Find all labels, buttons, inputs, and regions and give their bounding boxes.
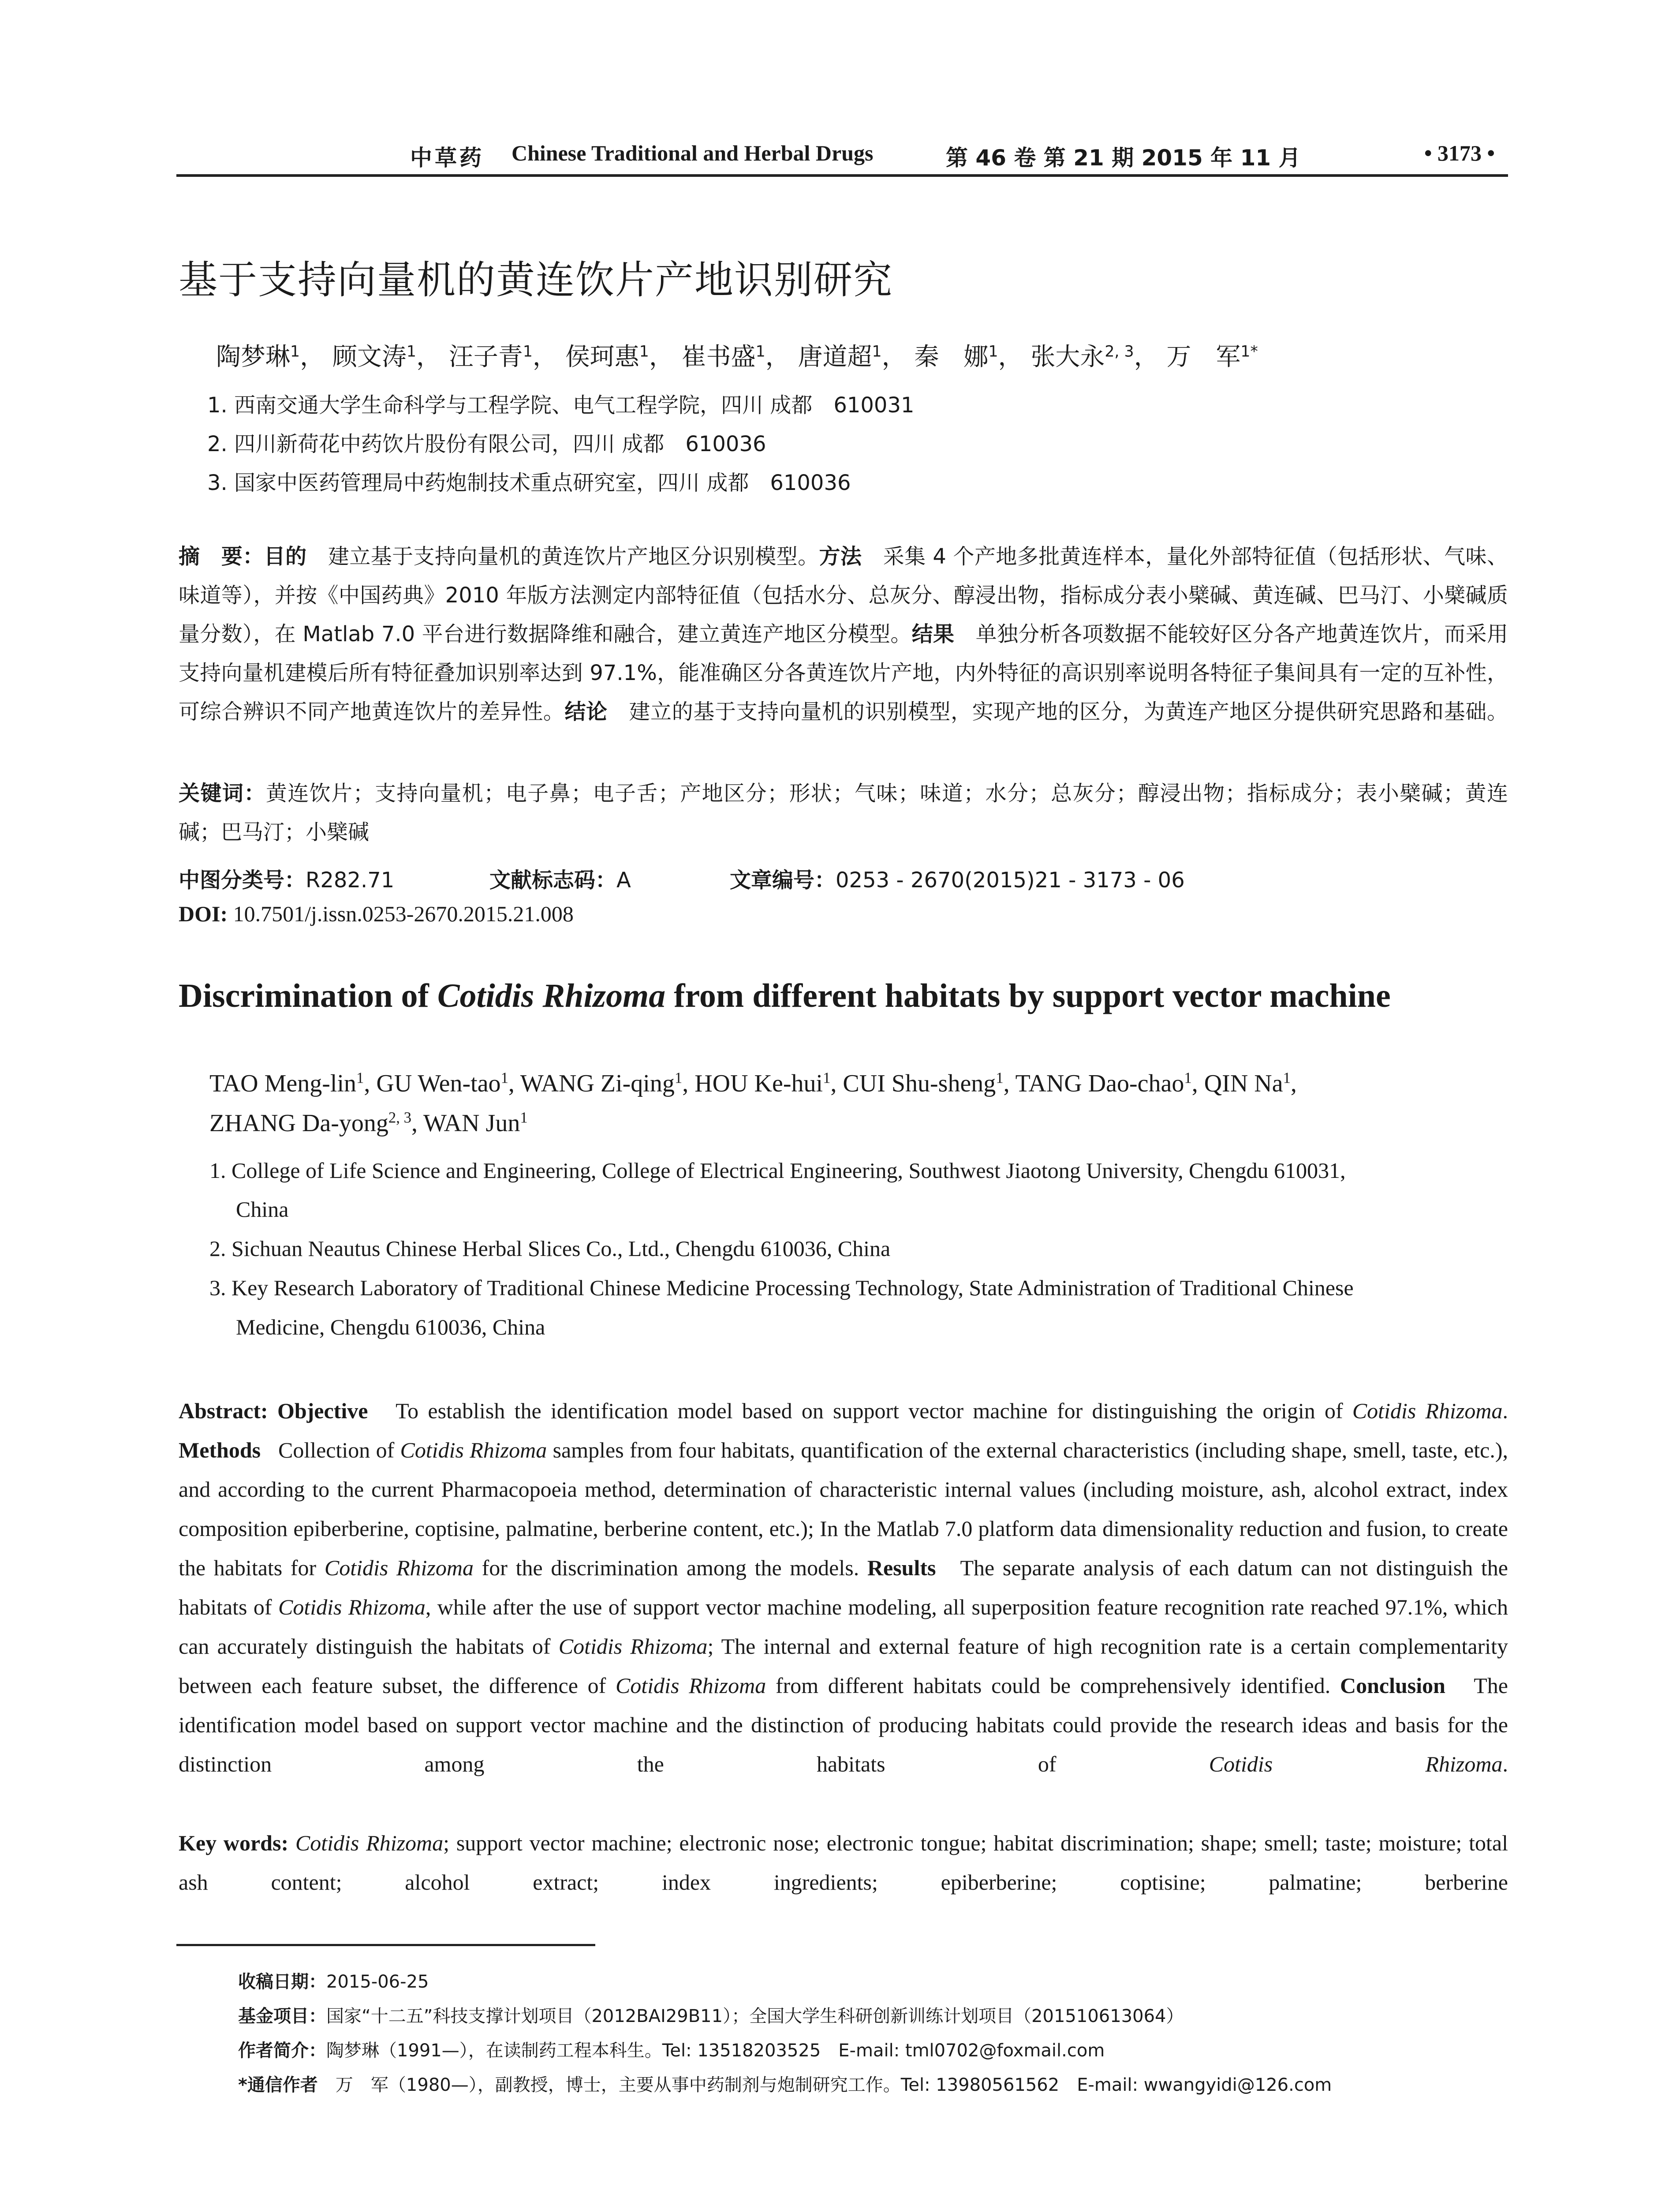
art-value: 0253 - 2670(2015)21 - 3173 - 06: [836, 868, 1185, 893]
author-bio-value: 陶梦琳（1991—），在读制药工程本科生。Tel: 13518203525 E-mail: tml0702@foxmail.com: [326, 2041, 1105, 2061]
authors-en-line2: [209, 1109, 528, 1137]
corr-label: *通信作者: [238, 2075, 318, 2095]
conclusion-text-cn: 建立的基于支持向量机的识别模型，实现产地的区分，为黄连产地区分提供研究思路和基础。: [607, 699, 1508, 724]
abstract-en-text: The separate analysis of each datum can not distinguish the habitats of: [179, 1555, 1508, 1619]
keywords-text-cn: 黄连饮片；支持向量机；电子鼻；电子舌；产地区分；形状；气味；味道；水分；总灰分；醇浸出物；指标成分；表小檗碱；黄连碱；巴马汀；小檗碱: [179, 781, 1508, 845]
affiliation-en-cont: China: [236, 1197, 289, 1222]
clc-value: R282.71: [306, 868, 395, 893]
abstract-en-text: Collection of: [278, 1438, 400, 1462]
keywords-cn: [179, 774, 1508, 852]
authors-cn: 陶梦琳$^1$， 顾文涛$^1$， 汪子青$^1$， 侯珂惠$^1$， 崔书盛$^1$， 唐道超$^1$， 秦 娜$^1$， 张大永$^{2, 3}$， 万 军$^{1*}$: [216, 343, 1258, 371]
species-name: Cotidis Rhizoma: [1209, 1752, 1503, 1776]
footnote-fund: [238, 2002, 1183, 2027]
keywords-label-cn: 关键词：: [179, 781, 266, 806]
title-en: [179, 977, 1391, 1015]
abstract-cn: [179, 537, 1508, 731]
objective-label-en: Objective: [277, 1398, 368, 1423]
affiliation-en: 2. Sichuan Neautus Chinese Herbal Slices Co., Ltd., Chengdu 610036, China: [209, 1236, 891, 1261]
author-en: CUI Shu-sheng: [843, 1070, 996, 1097]
abstract-en-text: ; The internal and external feature of high recognition rate is a certain complementarity between each feature subset, the difference of: [179, 1634, 1508, 1698]
doc-code: [489, 863, 631, 893]
author-en-sup: 1: [674, 1069, 683, 1087]
abstract-en: [179, 1391, 1508, 1784]
author-en: TANG Dao-chao: [1015, 1070, 1184, 1097]
doi-label: DOI:: [179, 901, 228, 926]
author-cn: 崔书盛: [681, 343, 756, 371]
affiliation-en: 1. College of Life Science and Engineering, College of Electrical Engineering, Southwest Jiaotong University, Chengdu 610031,: [209, 1158, 1346, 1183]
keywords-italic-en: Cotidis Rhizoma: [295, 1831, 444, 1855]
objective-label-cn: 目的: [264, 544, 307, 569]
doc-label: 文献标志码：: [489, 868, 617, 893]
affiliation-en-cont: Medicine, Chengdu 610036, China: [236, 1315, 545, 1339]
article-number: [730, 863, 1185, 893]
author-en: WAN Jun: [423, 1110, 520, 1137]
abstract-en-text: The identification model based on support vector machine and the distinction of producing habitats could provide the research ideas and basis for the distinction among the habitats of: [179, 1673, 1508, 1776]
footnote-rule: [176, 1944, 595, 1946]
author-en-sup: 1: [356, 1069, 364, 1087]
author-en-sup: 1: [520, 1109, 528, 1126]
author-cn: 汪子青: [448, 343, 523, 371]
author-cn: 唐道超: [798, 343, 872, 371]
author-sup: 1: [872, 343, 882, 361]
keywords-en: [179, 1824, 1508, 1902]
abstract-en-text: To establish the identification model based on support vector machine for distinguishing the origin of: [396, 1398, 1352, 1423]
affiliation-cn: 3. 国家中医药管理局中药炮制技术重点研究室，四川 成都 610036: [207, 471, 851, 495]
author-sup: 2, 3: [1105, 343, 1134, 361]
species-name: Cotidis Rhizoma: [616, 1673, 766, 1698]
title-en-post: from different habitats by support vector machine: [665, 977, 1391, 1014]
keywords-label-en: Key words:: [179, 1831, 289, 1855]
objective-text-cn: 建立基于支持向量机的黄连饮片产地区分识别模型。: [306, 544, 819, 569]
abstract-label-en: Abstract:: [179, 1398, 268, 1423]
doi-value: 10.7501/j.issn.0253-2670.2015.21.008: [228, 901, 574, 926]
authors-en-line1: [209, 1069, 1297, 1098]
author-bio-label: 作者简介：: [238, 2041, 326, 2061]
species-name: Cotidis Rhizoma: [400, 1438, 547, 1462]
methods-label-en: Methods: [179, 1438, 261, 1462]
author-sep: ,: [1003, 1070, 1015, 1097]
abstract-en-text: samples from four habitats, quantification of the external characteristics (including shape, smell, taste, etc.), and according to the current Pharmacopoeia method, determination of characteristic internal values (including moisture, ash, alcohol extract, index composition epiberberine, coptisine, palmatine, berberine content, etc.); In the Matlab 7.0 platform data dimensionality reduction and fusion, to create the habitats for: [179, 1438, 1508, 1580]
clc-label: 中图分类号：: [179, 868, 306, 893]
abstract-en-text: for the discrimination among the models.: [474, 1555, 867, 1580]
author-sep: ,: [364, 1070, 377, 1097]
received-value: 2015-06-25: [326, 1972, 429, 1992]
affiliation-en: 3. Key Research Laboratory of Traditional Chinese Medicine Processing Technology, State Administration of Traditional Chinese: [209, 1275, 1354, 1300]
results-label-en: Results: [867, 1555, 936, 1580]
art-label: 文章编号：: [730, 868, 836, 893]
author-en: QIN Na: [1204, 1070, 1283, 1097]
author-cn: 侯珂惠: [565, 343, 639, 371]
author-sup: 1: [639, 343, 649, 361]
methods-text-cn: 采集 4 个产地多批黄连样本，量化外部特征值（包括形状、气味、味道等），并按《中国药典》2010 年版方法测定内部特征值（包括水分、总灰分、醇浸出物，指标成分表小檗碱、黄连碱、巴马汀、小檗碱质量分数），在 Matlab 7.0 平台进行数据降维和融合，建立黄连产地区分模型。: [179, 544, 1508, 647]
author-en: WANG Zi-qing: [520, 1070, 675, 1097]
author-en: TAO Meng-lin: [209, 1070, 357, 1097]
author-en: ZHANG Da-yong: [209, 1110, 388, 1137]
author-sep: ,: [508, 1070, 520, 1097]
affiliation-cn: 1. 西南交通大学生命科学与工程学院、电气工程学院，四川 成都 610031: [207, 393, 915, 418]
author-sup: 1*: [1240, 343, 1258, 361]
author-en-sup: 1: [996, 1069, 1004, 1087]
methods-label-cn: 方法: [819, 544, 862, 569]
abstract-en-text: from different habitats could be comprehensively identified.: [766, 1673, 1340, 1698]
title-en-italic: Cotidis Rhizoma: [437, 977, 666, 1014]
author-cn: 顾文涛: [332, 343, 407, 371]
conclusion-label-en: Conclusion: [1340, 1673, 1445, 1698]
author-sep: ,: [1191, 1070, 1204, 1097]
author-cn: 陶梦琳: [216, 343, 290, 371]
fund-value: 国家“十二五”科技支撑计划项目（2012BAI29B11）；全国大学生科研创新训练计划项目（201510613064）: [326, 2006, 1184, 2026]
author-en-sup: 1: [500, 1069, 508, 1087]
conclusion-label-cn: 结论: [564, 699, 608, 724]
author-en: HOU Ke-hui: [694, 1070, 823, 1097]
received-label: 收稿日期：: [238, 1972, 326, 1992]
journal-name-cn: 中草药: [410, 145, 484, 171]
header-rule: [176, 174, 1508, 177]
page-number: • 3173 •: [1424, 141, 1495, 165]
issue-info: 第 46 卷 第 21 期 2015 年 11 月: [946, 145, 1301, 171]
footnote-received: [238, 1968, 429, 1993]
author-en-sup: 1: [1184, 1069, 1192, 1087]
author-en-sup: 1: [1283, 1069, 1291, 1087]
affiliation-cn: 2. 四川新荷花中药饮片股份有限公司，四川 成都 610036: [207, 432, 766, 456]
author-cn: 秦 娜: [914, 343, 989, 371]
author-sup: 1: [755, 343, 765, 361]
results-label-cn: 结果: [911, 622, 955, 647]
corr-value: 万 军（1980—），副教授，博士，主要从事中药制剂与炮制研究工作。Tel: 13980561562 E-mail: wwangyidi@126.com: [317, 2075, 1332, 2095]
author-en: GU Wen-tao: [376, 1070, 501, 1097]
abstract-en-text: , while after the use of support vector machine modeling, all superposition feature recognition rate reached 97.1%, which can accurately distinguish the habitats of: [179, 1595, 1508, 1659]
author-sup: 1: [988, 343, 998, 361]
footnote-corresponding: [238, 2071, 1332, 2096]
title-cn: 基于支持向量机的黄连饮片产地识别研究: [179, 257, 893, 303]
results-text-cn: 单独分析各项数据不能较好区分各产地黄连饮片，而采用支持向量机建模后所有特征叠加识别率达到 97.1%，能准确区分各黄连饮片产地，内外特征的高识别率说明各特征子集间具有一定的互补性，可综合辨识不同产地黄连饮片的差异性。: [179, 622, 1508, 724]
abstract-en-text: .: [1502, 1398, 1508, 1423]
species-name: Cotidis Rhizoma: [558, 1634, 708, 1659]
author-sup: 1: [290, 343, 300, 361]
author-sup: 1: [406, 343, 416, 361]
author-sep: ,: [830, 1070, 843, 1097]
species-name: Cotidis Rhizoma: [278, 1595, 426, 1619]
abstract-label-cn: 摘 要：: [179, 544, 264, 569]
doi: [179, 901, 574, 927]
fund-label: 基金项目：: [238, 2006, 326, 2026]
title-en-pre: Discrimination of: [179, 977, 437, 1014]
keywords-text-en: ; support vector machine; electronic nose; electronic tongue; habitat discrimination; shape; smell; taste; moisture; total ash content; alcohol extract; index ingredients; epiberberine; coptisine; palmatine; berberine: [179, 1831, 1508, 1895]
author-sep: ,: [682, 1070, 695, 1097]
doc-value: A: [616, 868, 631, 893]
author-cn: 张大永: [1030, 343, 1105, 371]
classification-row: [179, 863, 394, 893]
author-en-sup: 2, 3: [388, 1109, 411, 1126]
author-cn: 万 军: [1166, 343, 1241, 371]
author-sup: 1: [523, 343, 533, 361]
author-sep: ,: [1290, 1070, 1297, 1097]
footnote-author: [238, 2037, 1105, 2062]
species-name: Cotidis Rhizoma: [324, 1555, 474, 1580]
journal-name-en: Chinese Traditional and Herbal Drugs: [511, 141, 874, 165]
species-name: Cotidis Rhizoma: [1352, 1398, 1503, 1423]
abstract-en-text: .: [1502, 1752, 1508, 1776]
author-en-sup: 1: [823, 1069, 831, 1087]
author-sep: ,: [411, 1110, 423, 1137]
